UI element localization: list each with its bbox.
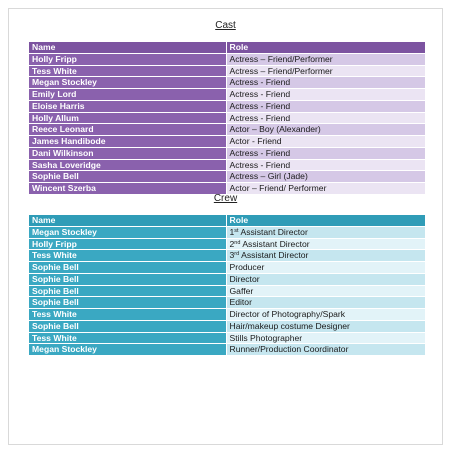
cast-member-name: Holly Fripp — [29, 53, 226, 65]
cast-member-name: Holly Allum — [29, 112, 226, 124]
crew-table-row — [29, 238, 425, 250]
ordinal-number: 3 — [229, 250, 235, 261]
crew-name-header: Name — [29, 215, 226, 226]
cast-member-name: Sophie Bell — [29, 171, 226, 183]
crew-member-name: Megan Stockley — [29, 344, 226, 356]
crew-member-role: Editor — [226, 297, 425, 309]
crew-role-header: Role — [226, 215, 425, 226]
cast-table-row — [29, 124, 425, 136]
crew-member-role: Hair/makeup costume Designer — [226, 320, 425, 332]
ordinal-suffix: st — [234, 227, 239, 234]
cast-member-name: Wincent Szerba — [29, 183, 226, 195]
cast-header-row — [29, 42, 425, 53]
crew-member-role: Director — [226, 273, 425, 285]
cast-table-row — [29, 65, 425, 77]
cast-table-row — [29, 159, 425, 171]
crew-header-row — [29, 215, 425, 226]
crew-member-role — [226, 238, 425, 250]
crew-member-name: Sophie Bell — [29, 285, 226, 297]
crew-member-name: Sophie Bell — [29, 273, 226, 285]
cast-name-header: Name — [29, 42, 226, 53]
crew-member-role: Gaffer — [226, 285, 425, 297]
crew-member-name: Megan Stockley — [29, 226, 226, 238]
crew-table-row — [29, 309, 425, 321]
cast-member-role: Actress - Friend — [226, 77, 425, 89]
cast-member-role: Actress – Friend/Performer — [226, 53, 425, 65]
cast-member-role: Actress - Friend — [226, 147, 425, 159]
cast-table-row — [29, 112, 425, 124]
cast-table — [29, 42, 426, 195]
cast-member-role: Actor – Boy (Alexander) — [226, 124, 425, 136]
crew-table-row — [29, 262, 425, 274]
crew-table-row — [29, 332, 425, 344]
ordinal-number: 2 — [229, 238, 235, 249]
crew-member-role: Producer — [226, 262, 425, 274]
cast-member-name: Sasha Loveridge — [29, 159, 226, 171]
cast-table-row — [29, 147, 425, 159]
crew-table-row — [29, 226, 425, 238]
role-text: Assistant Director — [239, 250, 309, 261]
crew-member-name: Sophie Bell — [29, 262, 226, 274]
cast-member-name: Reece Leonard — [29, 124, 226, 136]
crew-table-row — [29, 320, 425, 332]
crew-member-role: Runner/Production Coordinator — [226, 344, 425, 356]
role-text: Assistant Director — [238, 226, 308, 237]
cast-table-row — [29, 53, 425, 65]
ordinal-number: 1 — [229, 226, 235, 237]
crew-table-row — [29, 297, 425, 309]
cast-member-role: Actress - Friend — [226, 159, 425, 171]
cast-role-header: Role — [226, 42, 425, 53]
cast-table-row — [29, 100, 425, 112]
crew-table-row — [29, 250, 425, 262]
cast-member-role: Actress - Friend — [226, 89, 425, 101]
cast-member-role: Actor - Friend — [226, 136, 425, 148]
crew-member-role: Director of Photography/Spark — [226, 309, 425, 321]
crew-table-row — [29, 344, 425, 356]
role-text: Assistant Director — [240, 238, 310, 249]
cast-member-name: Megan Stockley — [29, 77, 226, 89]
cast-member-name: Tess White — [29, 65, 226, 77]
cast-table-row — [29, 171, 425, 183]
crew-member-role — [226, 226, 425, 238]
crew-member-role: Stills Photographer — [226, 332, 425, 344]
cast-member-role: Actress - Friend — [226, 100, 425, 112]
cast-member-name: Eloise Harris — [29, 100, 226, 112]
cast-member-role: Actress – Friend/Performer — [226, 65, 425, 77]
crew-member-name: Tess White — [29, 309, 226, 321]
cast-member-role: Actress – Girl (Jade) — [226, 171, 425, 183]
document-page — [8, 8, 443, 445]
cast-table-row — [29, 77, 425, 89]
crew-member-name: Sophie Bell — [29, 297, 226, 309]
cast-heading: Cast — [215, 20, 236, 31]
crew-table — [29, 215, 426, 356]
crew-member-role — [226, 250, 425, 262]
cast-table-row — [29, 136, 425, 148]
cast-member-name: Dani Wilkinson — [29, 147, 226, 159]
crew-member-name: Sophie Bell — [29, 320, 226, 332]
crew-heading: Crew — [213, 193, 238, 204]
crew-member-name: Tess White — [29, 332, 226, 344]
ordinal-suffix: nd — [234, 239, 241, 246]
crew-member-name: Holly Fripp — [29, 238, 226, 250]
cast-member-role: Actress - Friend — [226, 112, 425, 124]
cast-member-name: Emily Lord — [29, 89, 226, 101]
ordinal-suffix: rd — [234, 251, 240, 258]
crew-table-row — [29, 273, 425, 285]
crew-table-row — [29, 285, 425, 297]
cast-member-name: James Handibode — [29, 136, 226, 148]
cast-member-role: Actor – Friend/ Performer — [226, 183, 425, 195]
cast-table-row — [29, 89, 425, 101]
crew-member-name: Tess White — [29, 250, 226, 262]
